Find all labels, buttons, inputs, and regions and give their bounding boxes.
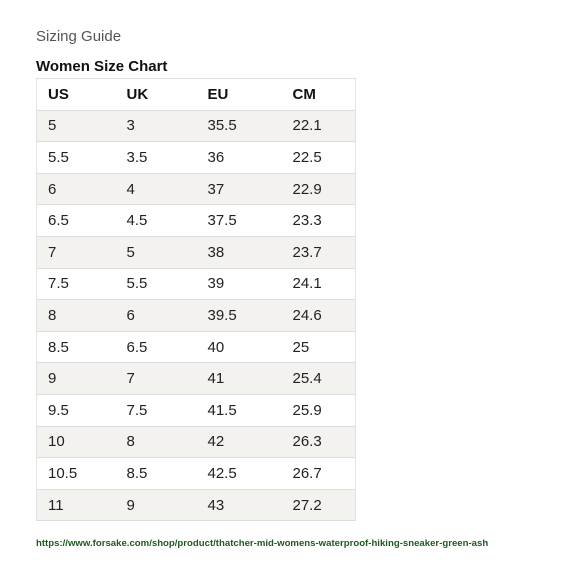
table-cell-us: 5	[37, 110, 116, 142]
table-cell-eu: 42.5	[197, 458, 282, 490]
table-cell-us: 8	[37, 300, 116, 332]
table-cell-uk: 8.5	[116, 458, 197, 490]
table-cell-eu: 42	[197, 426, 282, 458]
table-cell-cm: 22.5	[282, 142, 356, 174]
table-cell-uk: 3.5	[116, 142, 197, 174]
table-cell-uk: 3	[116, 110, 197, 142]
table-row	[37, 236, 356, 268]
source-url: https://www.forsake.com/shop/product/thatcher-mid-womens-waterproof-hiking-sneaker-green-ash	[36, 538, 489, 549]
table-cell-us: 11	[37, 489, 116, 521]
table-row	[37, 300, 356, 332]
table-cell-cm: 23.3	[282, 205, 356, 237]
table-cell-eu: 43	[197, 489, 282, 521]
size-chart-table	[36, 78, 356, 521]
table-row	[37, 363, 356, 395]
table-cell-uk: 5	[116, 236, 197, 268]
table-cell-eu: 40	[197, 331, 282, 363]
table-cell-cm: 24.6	[282, 300, 356, 332]
table-cell-eu: 39.5	[197, 300, 282, 332]
table-cell-eu: 36	[197, 142, 282, 174]
table-cell-eu: 38	[197, 236, 282, 268]
table-cell-uk: 6.5	[116, 331, 197, 363]
table-cell-eu: 37.5	[197, 205, 282, 237]
table-row	[37, 489, 356, 521]
table-cell-eu: 41	[197, 363, 282, 395]
table-row	[37, 142, 356, 174]
column-header-eu: EU	[197, 79, 282, 111]
table-title: Women Size Chart	[36, 58, 168, 75]
table-cell-uk: 7.5	[116, 394, 197, 426]
table-row	[37, 173, 356, 205]
table-cell-cm: 27.2	[282, 489, 356, 521]
table-cell-eu: 39	[197, 268, 282, 300]
table-cell-us: 7.5	[37, 268, 116, 300]
table-cell-uk: 4.5	[116, 205, 197, 237]
table-row	[37, 110, 356, 142]
table-cell-cm: 22.9	[282, 173, 356, 205]
table-row	[37, 426, 356, 458]
table-cell-us: 6	[37, 173, 116, 205]
table-cell-us: 5.5	[37, 142, 116, 174]
table-cell-uk: 6	[116, 300, 197, 332]
table-cell-us: 10	[37, 426, 116, 458]
table-cell-cm: 24.1	[282, 268, 356, 300]
table-row	[37, 268, 356, 300]
table-cell-eu: 37	[197, 173, 282, 205]
table-cell-uk: 8	[116, 426, 197, 458]
table-cell-uk: 4	[116, 173, 197, 205]
table-cell-us: 9.5	[37, 394, 116, 426]
table-cell-eu: 35.5	[197, 110, 282, 142]
table-header-row	[37, 79, 356, 111]
table-row	[37, 458, 356, 490]
column-header-cm: CM	[282, 79, 356, 111]
table-cell-eu: 41.5	[197, 394, 282, 426]
table-cell-us: 6.5	[37, 205, 116, 237]
table-cell-cm: 22.1	[282, 110, 356, 142]
column-header-us: US	[37, 79, 116, 111]
table-row	[37, 205, 356, 237]
table-row	[37, 394, 356, 426]
column-header-uk: UK	[116, 79, 197, 111]
table-cell-cm: 26.7	[282, 458, 356, 490]
table-cell-uk: 7	[116, 363, 197, 395]
table-cell-uk: 5.5	[116, 268, 197, 300]
table-cell-cm: 23.7	[282, 236, 356, 268]
table-cell-uk: 9	[116, 489, 197, 521]
table-cell-us: 7	[37, 236, 116, 268]
table-cell-cm: 25	[282, 331, 356, 363]
table-cell-us: 8.5	[37, 331, 116, 363]
page-title: Sizing Guide	[36, 28, 122, 45]
table-body	[37, 110, 356, 521]
table-row	[37, 331, 356, 363]
table-cell-cm: 26.3	[282, 426, 356, 458]
table-cell-cm: 25.9	[282, 394, 356, 426]
table-cell-us: 10.5	[37, 458, 116, 490]
table-cell-cm: 25.4	[282, 363, 356, 395]
table-cell-us: 9	[37, 363, 116, 395]
